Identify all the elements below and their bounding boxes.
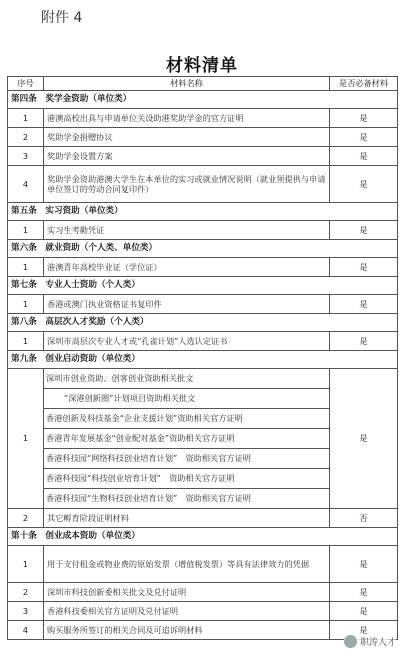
- wechat-account-icon: [344, 635, 357, 648]
- row-num: 1: [8, 546, 44, 583]
- row-required: 是: [330, 109, 398, 128]
- row-name: 用于支付租金或物业费的原始发票（增值税发票）等具有法律效力的凭据: [44, 546, 330, 583]
- table-row: [8, 602, 398, 621]
- row-num: 4: [8, 166, 44, 203]
- row-num: 2: [8, 583, 44, 602]
- watermark-text: 职涛人才: [359, 638, 396, 648]
- row-num: 1: [8, 295, 44, 314]
- row-num: 3: [8, 147, 44, 166]
- row-required: 否: [330, 509, 398, 528]
- document-title: 材料清单: [166, 56, 238, 76]
- row-name: 购买服务所签订的相关合同及可追诉明材料: [44, 621, 330, 640]
- row-name: 实习生考勤凭证: [44, 221, 330, 240]
- table-row: [8, 109, 398, 128]
- header-required: 是否必备材料: [330, 77, 398, 91]
- row-name: 香港或澳门执业资格证书复印件: [44, 295, 330, 314]
- row-num: 1: [8, 258, 44, 277]
- row-name: 香港科技委相关官方证明及兑付证明: [44, 602, 330, 621]
- sub-item: 香港科技园“网络科技创业培育计划” 资助相关官方证明: [44, 449, 329, 469]
- row-required: 是: [330, 166, 398, 203]
- row-num: 1: [8, 221, 44, 240]
- row-name: 港澳高校出具与申请单位关设助港奖助学金的官方证明: [44, 109, 330, 128]
- section-heading: 第七条 专业人士资助（个人类）: [8, 277, 398, 295]
- row-name: 其它孵育阶段证明材料: [44, 509, 330, 528]
- section-heading: 第十条 创业成本资助（单位类）: [8, 528, 398, 546]
- row-required: 是: [330, 369, 398, 509]
- table-row: [8, 583, 398, 602]
- table-row: [8, 509, 398, 528]
- row-required: 是: [330, 332, 398, 351]
- row-num: 2: [8, 509, 44, 528]
- table-header-row: [8, 77, 398, 91]
- table-row-group: [8, 369, 398, 509]
- row-required: 是: [330, 602, 398, 621]
- sub-item: 香港科技园“生物科技创业培育计划” 资助相关官方证明: [46, 493, 251, 503]
- row-name: 深圳市高层次专业人才或“孔雀计划”人选认定证书: [44, 332, 330, 351]
- row-name: 奖助学金资助港澳大学生在本单位的实习或就业情况说明（就业须提供与申请单位签订的劳动合同复印件）: [44, 166, 330, 203]
- watermark: [344, 635, 396, 648]
- sub-item: 深圳市创业资助、创客创业资助相关批文: [44, 369, 329, 389]
- sub-item: 香港科技园“科技创业培育计划” 资助相关官方证明: [44, 469, 329, 489]
- section-heading: 第四条 奖学金资助（单位类）: [8, 91, 398, 109]
- table-row: [8, 147, 398, 166]
- row-required: 是: [330, 583, 398, 602]
- row-required: 是: [330, 147, 398, 166]
- table-row: [8, 295, 398, 314]
- sub-item: 香港创新及科技基金“企业支援计划”资助相关官方证明: [44, 409, 329, 429]
- row-required: 是: [330, 128, 398, 147]
- row-required: 是: [330, 258, 398, 277]
- row-required: 是: [330, 546, 398, 583]
- row-name: 奖助学金设置方案: [44, 147, 330, 166]
- attachment-label: 附件 4: [41, 10, 83, 26]
- row-name: 奖助学金捐赠协议: [44, 128, 330, 147]
- sub-item: “深港创新圈”计划项目资助相关批文: [44, 389, 329, 409]
- row-num: 4: [8, 621, 44, 640]
- section-heading: 第六条 就业资助（个人类、单位类）: [8, 240, 398, 258]
- row-num: 1: [8, 109, 44, 128]
- table-row: [8, 221, 398, 240]
- section-heading: 第八条 高层次人才奖励（个人类）: [8, 314, 398, 332]
- row-name-group: [44, 369, 330, 509]
- table-row: [8, 258, 398, 277]
- sub-item: 香港青年发展基金“创业配对基金”资助相关官方证明: [44, 429, 329, 449]
- header-num: 序号: [8, 77, 44, 91]
- table-row: [8, 166, 398, 203]
- row-required: 是: [330, 295, 398, 314]
- row-num: 2: [8, 128, 44, 147]
- table-row: [8, 621, 398, 640]
- table-row: [8, 128, 398, 147]
- table-row: [8, 546, 398, 583]
- section-heading: 第五条 实习资助（单位类）: [8, 203, 398, 221]
- row-required: 是: [330, 221, 398, 240]
- materials-table: [7, 76, 398, 640]
- table-row: [8, 332, 398, 351]
- row-required: 是: [330, 621, 398, 640]
- row-num: 1: [8, 369, 44, 509]
- header-name: 材料名称: [44, 77, 330, 91]
- row-name: 深圳市科技创新委相关批文及兑付证明: [44, 583, 330, 602]
- row-num: 3: [8, 602, 44, 621]
- section-heading: 第九条 创业启动资助（单位类）: [8, 351, 398, 369]
- row-num: 1: [8, 332, 44, 351]
- row-name: 港澳青年高校毕业证（学位证）: [44, 258, 330, 277]
